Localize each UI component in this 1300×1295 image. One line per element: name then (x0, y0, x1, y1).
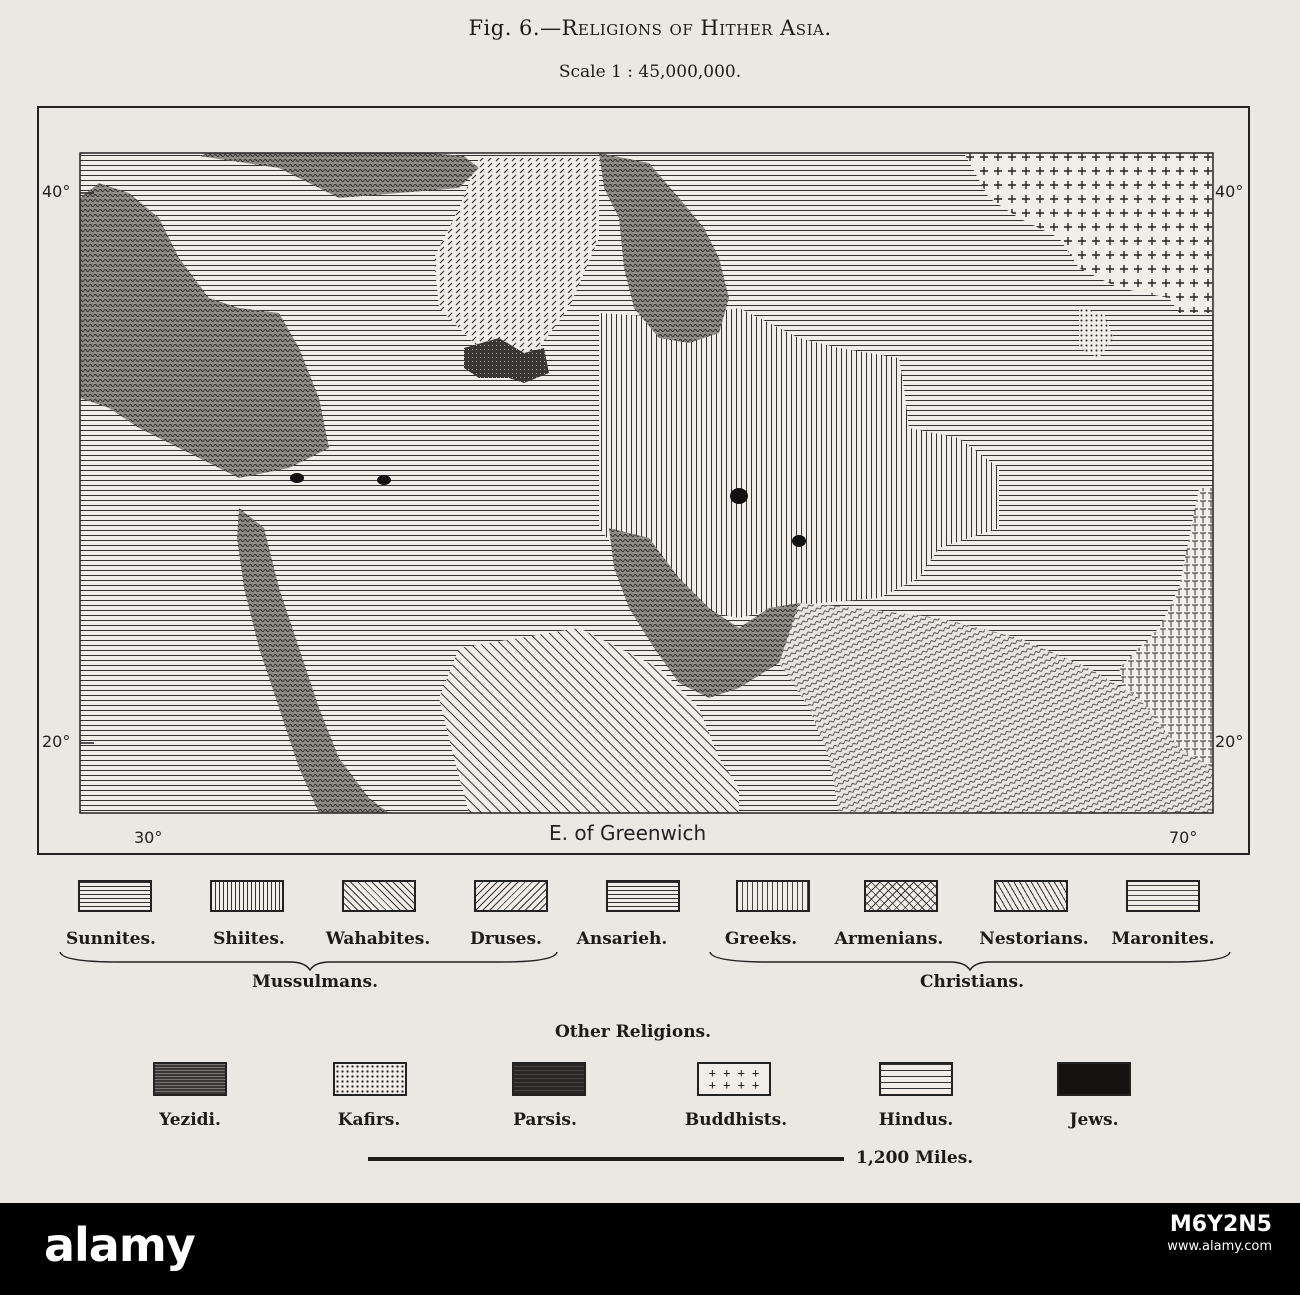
scale-bar-label: 1,200 Miles. (856, 1148, 974, 1168)
legend-label-hindus: Hindus. (878, 1110, 954, 1130)
watermark-logo: alamy (44, 1218, 195, 1272)
watermark-info (1167, 1214, 1272, 1258)
legend-swatch-yezidi (153, 1062, 227, 1096)
watermark-bar (0, 1203, 1300, 1295)
legend-label-druses: Druses. (470, 929, 542, 949)
mussulmans-label: Mussulmans. (252, 972, 378, 992)
lon-30: 30° (134, 828, 163, 847)
legend-label-maronites: Maronites. (1111, 929, 1215, 949)
figure-number: Fig. 6.— (468, 16, 562, 40)
meridian-caption: E. of Greenwich (549, 821, 707, 845)
lat-40-right: 40° (1215, 182, 1244, 201)
scale-ratio: Scale 1 : 45,000,000. (558, 62, 742, 82)
legend-swatch-parsis (512, 1062, 586, 1096)
legend-label-sunnites: Sunnites. (66, 929, 156, 949)
legend-swatch-hindus (879, 1062, 953, 1096)
title-text: Religions of Hither Asia. (561, 16, 832, 40)
lat-20-left: 20° (42, 732, 71, 751)
legend-label-greeks: Greeks. (724, 929, 798, 949)
legend-swatch-kafirs (333, 1062, 407, 1096)
legend-swatch-buddhists: + + + + + + + + (697, 1062, 771, 1096)
legend-swatch-jews (1057, 1062, 1131, 1096)
christians-label: Christians. (919, 972, 1025, 992)
watermark-image-id: M6Y2N5 (1169, 1212, 1272, 1237)
legend-label-yezidi: Yezidi. (159, 1110, 221, 1130)
watermark-url: www.alamy.com (1167, 1239, 1272, 1254)
other-religions-heading: Other Religions. (554, 1022, 712, 1042)
legend-label-wahabites: Wahabites. (325, 929, 431, 949)
legend-label-parsis: Parsis. (513, 1110, 577, 1130)
scale-bar (368, 1157, 844, 1161)
lat-40-left: 40° (42, 182, 71, 201)
christians-bracket (710, 952, 1230, 970)
lon-70: 70° (1169, 828, 1198, 847)
legend-label-armenians: Armenians. (834, 929, 944, 949)
legend-label-ansarieh: Ansarieh. (576, 929, 668, 949)
legend-label-buddhists: Buddhists. (684, 1110, 788, 1130)
lat-20-right: 20° (1215, 732, 1244, 751)
legend-label-kafirs: Kafirs. (337, 1110, 401, 1130)
legend-label-shiites: Shiites. (213, 929, 285, 949)
legend-label-jews: Jews. (1069, 1110, 1119, 1130)
mussulmans-bracket (60, 952, 557, 970)
legend-label-nestorians: Nestorians. (979, 929, 1089, 949)
